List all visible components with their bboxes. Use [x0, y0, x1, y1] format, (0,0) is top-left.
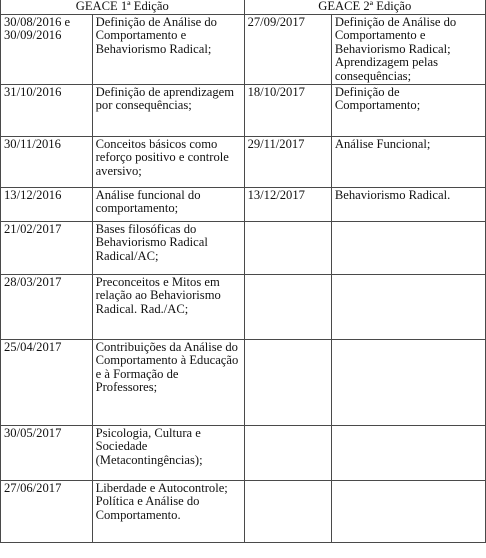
- edition1-date: 13/12/2016: [1, 187, 93, 221]
- edition2-topic: [331, 480, 485, 542]
- table-row: [1, 274, 486, 339]
- edition1-topic: Definição de Análise do Comportamento e Behaviorismo Radical;: [92, 14, 244, 84]
- edition1-date: 28/03/2017: [1, 274, 93, 339]
- edition1-topic: Psicologia, Cultura e Sociedade (Metacontingências);: [92, 425, 244, 480]
- table-row: [1, 425, 486, 480]
- edition2-date: 13/12/2017: [244, 187, 331, 221]
- table-row: [1, 84, 486, 136]
- edition2-date: 18/10/2017: [244, 84, 331, 136]
- edition2-date: [244, 221, 331, 274]
- table-row: [1, 339, 486, 425]
- table-row: [1, 14, 486, 84]
- edition1-topic: Contribuições da Análise do Comportamento à Educação e à Formação de Professores;: [92, 339, 244, 425]
- edition2-topic: Análise Funcional;: [331, 136, 485, 187]
- edition1-date: 25/04/2017: [1, 339, 93, 425]
- edition1-date: 30/08/2016 e 30/09/2016: [1, 14, 93, 84]
- edition2-topic: [331, 339, 485, 425]
- edition2-date: [244, 425, 331, 480]
- table-row: [1, 221, 486, 274]
- edition1-header: GEACE 1ª Edição: [1, 0, 245, 14]
- edition2-date: [244, 480, 331, 542]
- edition1-topic: Análise funcional do comportamento;: [92, 187, 244, 221]
- edition2-date: 29/11/2017: [244, 136, 331, 187]
- edition2-date: [244, 274, 331, 339]
- edition1-date: 21/02/2017: [1, 221, 93, 274]
- table-row: [1, 136, 486, 187]
- edition2-topic: Definição de Análise do Comportamento e Behaviorismo Radical; Aprendizagem pelas consequências;: [331, 14, 485, 84]
- edition1-date: 30/11/2016: [1, 136, 93, 187]
- edition2-topic: [331, 221, 485, 274]
- edition1-topic: Definição de aprendizagem por consequências;: [92, 84, 244, 136]
- edition1-topic: Bases filosóficas do Behaviorismo Radical Radical/AC;: [92, 221, 244, 274]
- header-row: [1, 0, 486, 14]
- edition1-topic: Preconceitos e Mitos em relação ao Behaviorismo Radical. Rad./AC;: [92, 274, 244, 339]
- edition1-date: 31/10/2016: [1, 84, 93, 136]
- edition2-date: [244, 339, 331, 425]
- table-row: [1, 480, 486, 542]
- edition1-date: 30/05/2017: [1, 425, 93, 480]
- edition2-topic: [331, 274, 485, 339]
- edition1-topic: Conceitos básicos como reforço positivo e controle aversivo;: [92, 136, 244, 187]
- edition2-topic: Behaviorismo Radical.: [331, 187, 485, 221]
- edition1-date: 27/06/2017: [1, 480, 93, 542]
- table-row: [1, 187, 486, 221]
- edition2-header: GEACE 2ª Edição: [244, 0, 485, 14]
- edition2-topic: Definição de Comportamento;: [331, 84, 485, 136]
- edition2-topic: [331, 425, 485, 480]
- edition2-date: 27/09/2017: [244, 14, 331, 84]
- edition1-topic: Liberdade e Autocontrole; Política e Análise do Comportamento.: [92, 480, 244, 542]
